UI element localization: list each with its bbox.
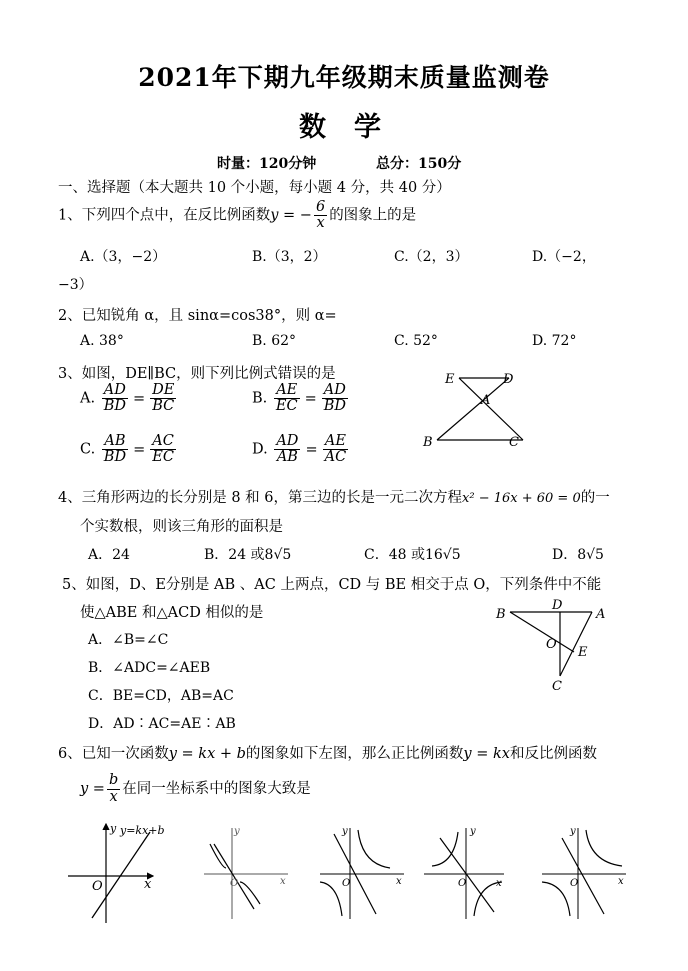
q6-lhs: y = xyxy=(80,781,105,797)
q3-label-c: C xyxy=(509,435,519,450)
question-6-line2 xyxy=(80,772,311,806)
q6-fraction xyxy=(107,773,120,804)
q5-option-c: C．BE=CD，AB=AC xyxy=(88,688,234,704)
q4-option-c: C．48 或16√5 xyxy=(364,547,461,563)
q3-a-n1: AD xyxy=(102,383,128,399)
svg-text:O: O xyxy=(570,878,579,889)
q3-a-frac1 xyxy=(102,383,128,414)
q2-option-a: A. 38° xyxy=(80,333,124,349)
q3-label-a: A xyxy=(481,393,491,408)
q3-b-label: B. xyxy=(252,390,268,407)
q1-suffix: 的图象上的是 xyxy=(329,207,417,224)
q5-label-c: C xyxy=(552,679,562,694)
q1-option-d-wrap: −3） xyxy=(58,277,93,293)
q4-tail: 的一 xyxy=(580,490,610,506)
q1-fraction xyxy=(314,200,327,231)
q5-label-a: A xyxy=(596,607,606,622)
q3-d-n1: AD xyxy=(276,433,299,449)
q6-option-b-graph xyxy=(320,826,404,919)
q3-b-n1: AE xyxy=(274,383,300,399)
q3-a-label: A. xyxy=(80,390,96,407)
question-5-line2: 使△ABE 和△ACD 相似的是 xyxy=(80,605,264,621)
question-6-line1 xyxy=(58,742,597,763)
q3-c-n2: AC xyxy=(150,434,176,450)
q3-a-frac2 xyxy=(150,383,176,414)
q3-option-d: D. $\frac{AD}{AB}$ = $\frac{AE}{AC}$ xyxy=(252,433,347,466)
svg-text:x: x xyxy=(280,876,286,887)
exam-time: 时量：120分钟 xyxy=(217,156,317,172)
q3-c-n1: AB xyxy=(102,434,128,450)
q6-ref-line-label: y=kx+b xyxy=(120,824,165,837)
svg-text:O: O xyxy=(230,878,239,889)
q6-option-a-graph xyxy=(204,826,288,919)
q3-b-frac2 xyxy=(322,383,348,414)
svg-text:y: y xyxy=(470,826,476,837)
q5-label-d: D xyxy=(552,598,563,613)
q3-d-d1: AB xyxy=(276,449,298,466)
q6-option-c-graph xyxy=(424,826,504,919)
q3-option-c: C. $\frac{AB}{BD}$ = $\frac{AC}{EC}$ xyxy=(80,433,174,466)
q6-option-d-graph xyxy=(542,826,626,919)
q3-option-b: B. $\frac{AE}{EC}$ = $\frac{AD}{BD}$ xyxy=(252,382,346,415)
q6-ref-o-label: O xyxy=(92,879,103,894)
question-5-line1: 5、如图，D、E分别是 AB 、AC 上两点，CD 与 BE 相交于点 O，下列条件中不能 xyxy=(62,577,602,593)
q3-label-e: E xyxy=(445,372,455,387)
q6-frac-num: b xyxy=(108,772,119,789)
q4-text: 4、三角形两边的长分别是 8 和 6，第三边的长是一元二次方程 xyxy=(58,490,463,506)
svg-text:x: x xyxy=(618,876,624,887)
q3-c-frac1 xyxy=(102,434,128,465)
q1-option-d: D.（−2， xyxy=(532,249,596,265)
svg-text:y: y xyxy=(570,826,576,837)
q3-triangle-figure xyxy=(415,366,525,456)
q3-option-a: A. $\frac{AD}{BD}$ = $\frac{DE}{BC}$ xyxy=(80,382,175,415)
question-4-line2: 个实数根，则该三角形的面积是 xyxy=(80,519,283,535)
q6-text-b: 的图象如下左图，那么正比例函数 xyxy=(245,746,464,762)
svg-text:O: O xyxy=(342,878,351,889)
q4-option-d: D．8√5 xyxy=(552,547,604,563)
q4-option-a: A．24 xyxy=(88,547,130,563)
q6-frac-den: x xyxy=(109,788,118,805)
q1-prefix: 1、下列四个点中，在反比例函数 xyxy=(58,207,271,224)
q3-b-d2: BD xyxy=(323,398,346,415)
q6-reference-graph xyxy=(68,822,165,923)
question-1 xyxy=(58,200,416,231)
q1-option-b: B.（3，2） xyxy=(252,249,327,265)
q4-equation: x² − 16x + 60 = 0 xyxy=(462,491,581,506)
q1-func-lhs: y = − xyxy=(270,207,312,224)
question-4-line1 xyxy=(58,486,610,507)
q3-d-frac2 xyxy=(323,434,349,465)
q4-option-b: B．24 或8√5 xyxy=(204,547,292,563)
svg-text:O: O xyxy=(458,878,467,889)
section-heading: 一、选择题（本大题共 10 个小题，每小题 4 分，共 40 分） xyxy=(58,180,451,196)
q3-d-label: D. xyxy=(252,441,268,458)
q3-b-d1: EC xyxy=(275,398,298,415)
q5-option-a: A．∠B=∠C xyxy=(88,632,169,648)
q6-ref-y-label: y xyxy=(110,822,117,835)
q3-a-n2: DE xyxy=(152,382,175,398)
q3-c-d2: EC xyxy=(152,449,174,466)
q1-option-a: A.（3，−2） xyxy=(80,249,167,265)
q3-label-b: B xyxy=(423,435,433,450)
q3-a-d2: BC xyxy=(152,398,175,415)
q3-b-n2: AD xyxy=(322,383,348,399)
q3-b-frac1 xyxy=(274,383,300,414)
svg-text:x: x xyxy=(496,878,502,889)
q1-frac-num: 6 xyxy=(315,199,326,215)
question-3: 3、如图，DE∥BC，则下列比例式错误的是 xyxy=(58,366,336,382)
question-2: 2、已知锐角 α，且 sinα=cos38°，则 α= xyxy=(58,308,337,324)
q3-d-n2: AE xyxy=(323,434,349,450)
q5-label-b: B xyxy=(496,607,506,622)
q3-c-label: C. xyxy=(80,441,96,458)
svg-text:y: y xyxy=(342,826,348,837)
q3-c-d1: BD xyxy=(103,449,127,466)
q3-d-frac1 xyxy=(274,434,300,465)
q2-option-b: B. 62° xyxy=(252,333,297,349)
q6-graphs xyxy=(58,818,688,928)
q5-option-b: B．∠ADC=∠AEB xyxy=(88,660,211,676)
q2-option-c: C. 52° xyxy=(394,333,438,349)
q6-text-a: 6、已知一次函数 xyxy=(58,746,169,762)
q5-option-d: D．AD∶AC=AE∶AB xyxy=(88,716,236,732)
q2-option-d: D. 72° xyxy=(532,333,577,349)
q6-ref-x-label: x xyxy=(144,877,152,892)
q1-option-c: C.（2，3） xyxy=(394,249,469,265)
subject-title: 数学 xyxy=(299,112,409,143)
q5-label-e: E xyxy=(578,645,588,660)
q3-a-d1: BD xyxy=(103,398,126,415)
q3-label-d: D xyxy=(503,372,514,387)
q6-text-c: 和反比例函数 xyxy=(509,746,597,762)
q3-c-frac2 xyxy=(150,434,176,465)
q6-tail: 在同一坐标系中的图象大致是 xyxy=(122,781,311,797)
q3-d-d2: AC xyxy=(324,449,347,466)
q6-eq2: y = kx xyxy=(463,746,510,762)
q6-eq1: y = kx + b xyxy=(168,746,246,762)
exam-title: 2021年下期九年级期末质量监测卷 xyxy=(138,63,550,92)
q5-triangle-figure xyxy=(494,596,614,696)
svg-text:x: x xyxy=(396,876,402,887)
q1-frac-den: x xyxy=(316,215,325,232)
svg-text:y: y xyxy=(234,826,240,837)
exam-score: 总分：150分 xyxy=(376,156,462,172)
q5-label-o: O xyxy=(546,637,557,652)
